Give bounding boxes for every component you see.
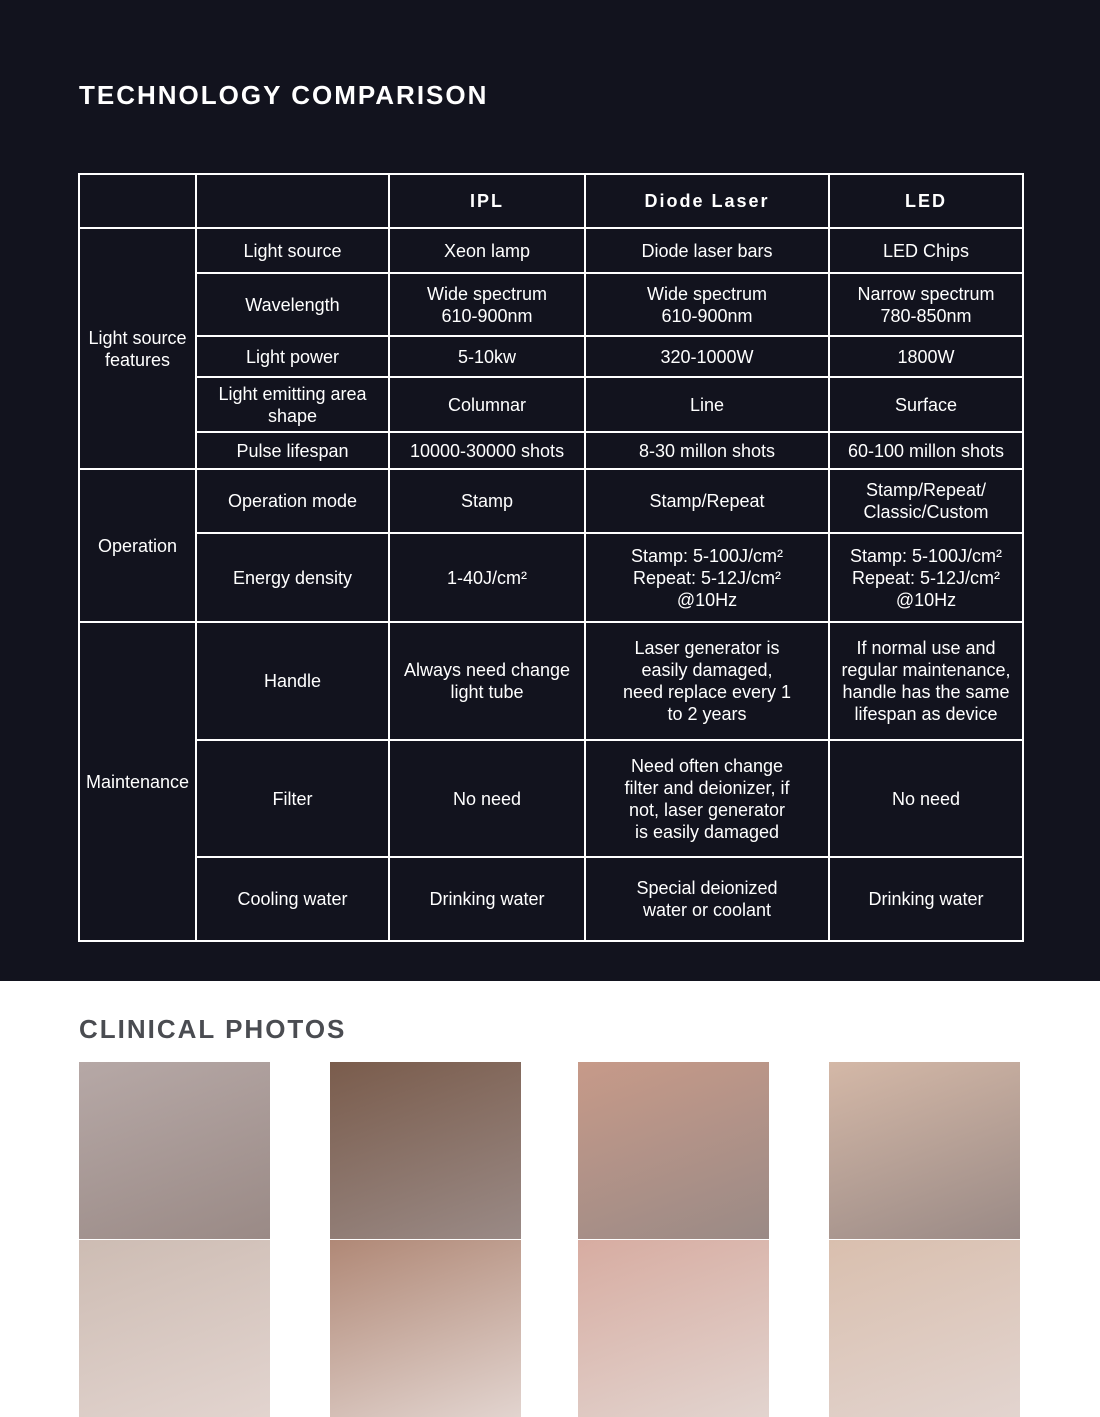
value-cell: Narrow spectrum 780-850nm — [829, 273, 1023, 336]
table-row — [79, 273, 1023, 336]
value-cell: Surface — [829, 377, 1023, 432]
value-cell: No need — [389, 740, 585, 857]
value-cell: Line — [585, 377, 829, 432]
header-cell: Diode Laser — [585, 174, 829, 228]
value-cell: 8-30 millon shots — [585, 432, 829, 469]
clinical-photo-leg — [829, 1062, 1020, 1417]
table-row — [79, 857, 1023, 941]
after-photo — [829, 1240, 1020, 1417]
feature-cell: Filter — [196, 740, 389, 857]
value-cell: Laser generator is easily damaged, need replace every 1 to 2 years — [585, 622, 829, 740]
value-cell: Stamp: 5-100J/cm² Repeat: 5-12J/cm² @10Hz — [829, 533, 1023, 622]
value-cell: Stamp/Repeat/ Classic/Custom — [829, 469, 1023, 533]
header-row — [79, 174, 1023, 228]
value-cell: Always need change light tube — [389, 622, 585, 740]
table-row — [79, 432, 1023, 469]
comparison-title: TECHNOLOGY COMPARISON — [79, 80, 489, 110]
value-cell: Stamp: 5-100J/cm² Repeat: 5-12J/cm² @10Hz — [585, 533, 829, 622]
group-label-cell: Operation — [79, 469, 196, 622]
clinical-photo-back — [330, 1062, 521, 1417]
before-photo — [829, 1062, 1020, 1239]
feature-cell: Operation mode — [196, 469, 389, 533]
value-cell: No need — [829, 740, 1023, 857]
value-cell: Need often change filter and deionizer, if not, laser generator is easily damaged — [585, 740, 829, 857]
feature-cell: Energy density — [196, 533, 389, 622]
header-empty-cell — [196, 174, 389, 228]
value-cell: If normal use and regular maintenance, handle has the same lifespan as device — [829, 622, 1023, 740]
after-photo — [330, 1240, 521, 1417]
value-cell: 320-1000W — [585, 336, 829, 377]
group-label-cell: Maintenance — [79, 622, 196, 941]
value-cell: 1-40J/cm² — [389, 533, 585, 622]
value-cell: Wide spectrum 610-900nm — [585, 273, 829, 336]
clinical-photo-face — [578, 1062, 769, 1417]
table-row — [79, 740, 1023, 857]
value-cell: 5-10kw — [389, 336, 585, 377]
feature-cell: Handle — [196, 622, 389, 740]
clinical-title: CLINICAL PHOTOS — [79, 1014, 347, 1044]
feature-cell: Light power — [196, 336, 389, 377]
feature-cell: Light emitting area shape — [196, 377, 389, 432]
feature-cell: Cooling water — [196, 857, 389, 941]
table-row — [79, 622, 1023, 740]
value-cell: Stamp/Repeat — [585, 469, 829, 533]
after-photo — [79, 1240, 270, 1417]
value-cell: Drinking water — [389, 857, 585, 941]
after-photo — [578, 1240, 769, 1417]
value-cell: Xeon lamp — [389, 228, 585, 273]
header-cell: IPL — [389, 174, 585, 228]
header-empty-cell — [79, 174, 196, 228]
before-photo — [79, 1062, 270, 1239]
table-row — [79, 336, 1023, 377]
value-cell: 10000-30000 shots — [389, 432, 585, 469]
value-cell: Diode laser bars — [585, 228, 829, 273]
group-label-cell: Light source features — [79, 228, 196, 469]
table-row — [79, 533, 1023, 622]
value-cell: Special deionized water or coolant — [585, 857, 829, 941]
header-cell: LED — [829, 174, 1023, 228]
feature-cell: Pulse lifespan — [196, 432, 389, 469]
feature-cell: Wavelength — [196, 273, 389, 336]
value-cell: 60-100 millon shots — [829, 432, 1023, 469]
value-cell: Wide spectrum 610-900nm — [389, 273, 585, 336]
table-row — [79, 228, 1023, 273]
value-cell: Stamp — [389, 469, 585, 533]
before-photo — [578, 1062, 769, 1239]
comparison-table — [78, 173, 1024, 942]
value-cell: LED Chips — [829, 228, 1023, 273]
before-photo — [330, 1062, 521, 1239]
value-cell: 1800W — [829, 336, 1023, 377]
table-row — [79, 377, 1023, 432]
feature-cell: Light source — [196, 228, 389, 273]
table-row — [79, 469, 1023, 533]
value-cell: Drinking water — [829, 857, 1023, 941]
value-cell: Columnar — [389, 377, 585, 432]
clinical-photo-underarm — [79, 1062, 270, 1417]
